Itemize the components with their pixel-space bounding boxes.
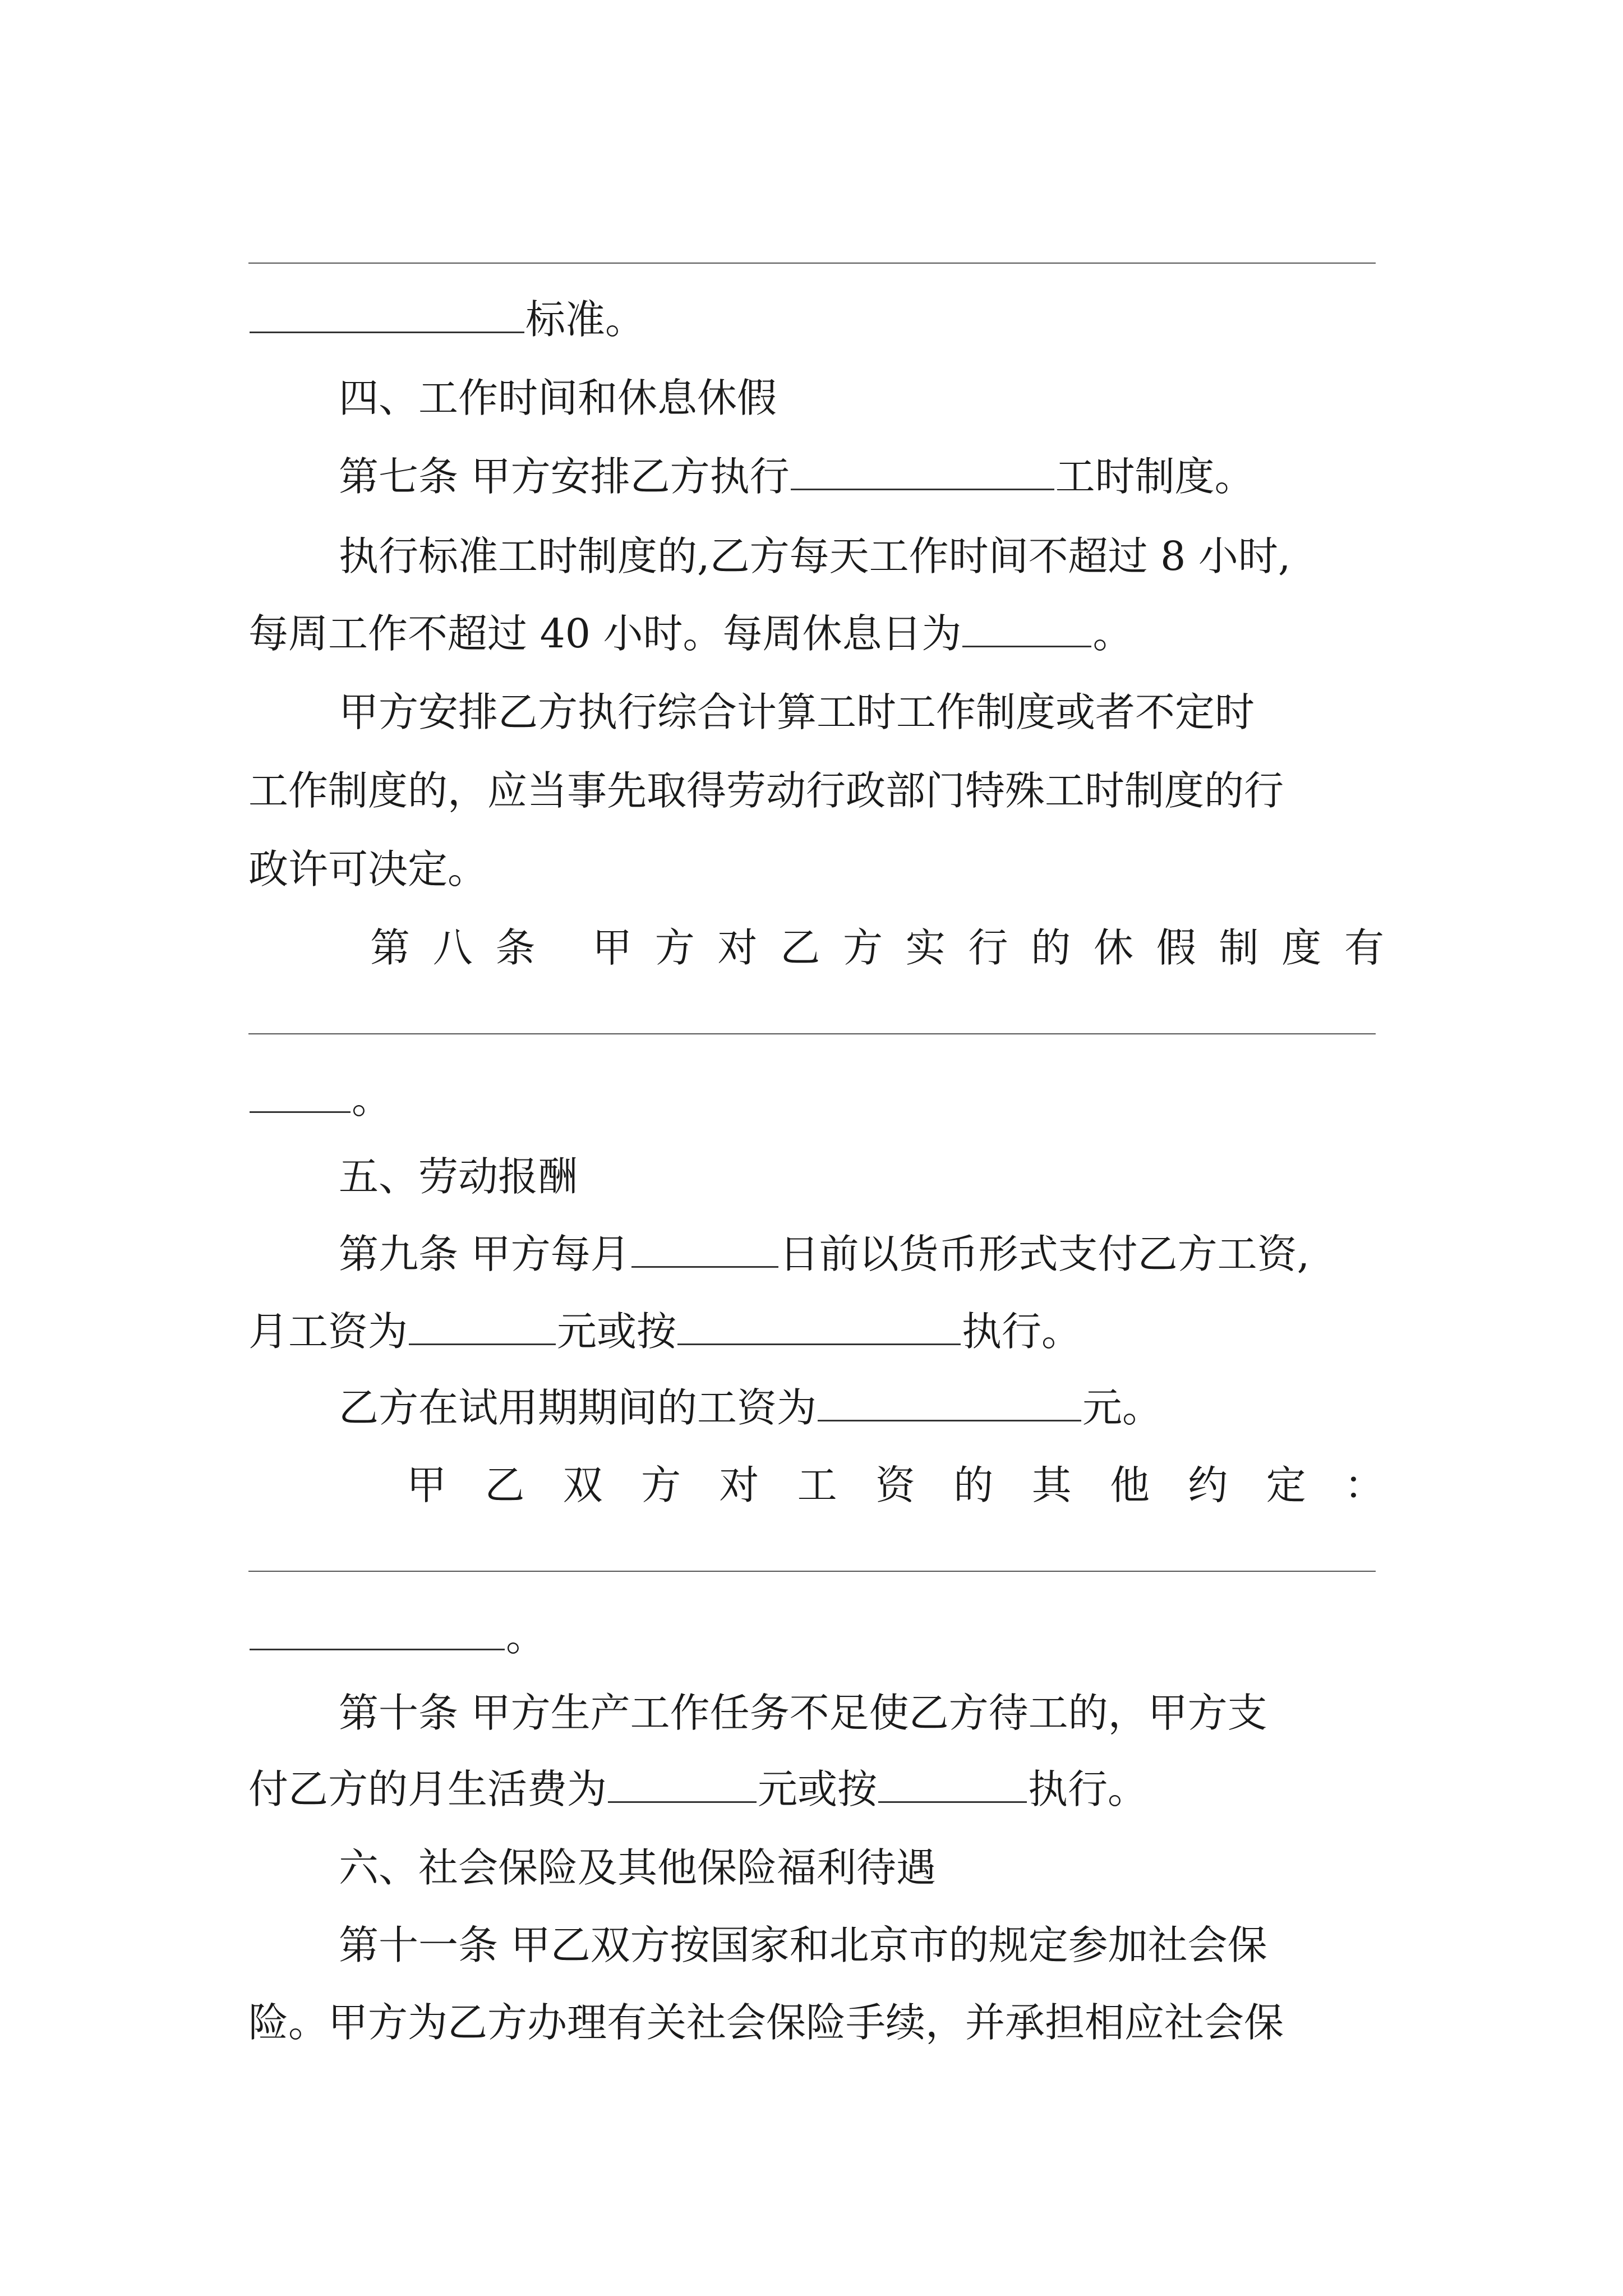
fill-in-blank xyxy=(878,1764,1027,1803)
article-10: 第十条 甲方生产工作任务不足使乙方待工的，甲方支 xyxy=(339,1690,1267,1736)
fill-in-blank xyxy=(409,1306,556,1345)
paragraph-line: 工作制度的，应当事先取得劳动行政部门特殊工时制度的行 xyxy=(248,767,1284,814)
paragraph-line: 执行标准工时制度的,乙方每天工作时间不超过 8 小时, xyxy=(339,533,1291,579)
section-heading-4: 四、工作时间和休息休假 xyxy=(339,375,777,421)
fill-in-blank xyxy=(962,609,1091,647)
paragraph-line: 每周工作不超过 40 小时。每周休息日为 。 xyxy=(248,606,1133,662)
other-salary-end: 。 xyxy=(248,1609,546,1665)
article-9: 第九条 甲方每月 日前以货币形式支付乙方工资, xyxy=(339,1226,1310,1282)
paragraph-line: 政许可决定。 xyxy=(248,846,488,892)
fill-in-blank xyxy=(250,1612,505,1650)
section-heading-6: 六、社会保险及其他保险福利待遇 xyxy=(339,1844,937,1891)
standard-line: 标准。 xyxy=(248,292,645,348)
section-heading-5: 五、劳动报酬 xyxy=(339,1153,578,1200)
other-salary-terms: 甲 乙 双 方 对 工 资 的 其 他 约 定 ： xyxy=(407,1462,1384,1508)
fill-in-blank xyxy=(677,1306,961,1345)
article-11: 第十一条 甲乙双方按国家和北京市的规定参加社会保 xyxy=(339,1922,1267,1968)
fill-in-blank xyxy=(631,1229,778,1268)
article-7: 第七条 甲方安排乙方执行 工时制度。 xyxy=(339,449,1255,505)
article-8: 第 八 条 甲 方 对 乙 方 实 行 的 休 假 制 度 有 xyxy=(370,924,1384,971)
fill-in-blank xyxy=(818,1383,1081,1421)
fill-in-blank xyxy=(791,452,1054,490)
fill-in-blank xyxy=(250,1074,351,1113)
article-9-cont: 月工资为 元或按 执行。 xyxy=(248,1304,1081,1360)
fill-in-rule xyxy=(248,263,1376,264)
article-8-end: 。 xyxy=(248,1071,391,1128)
fill-in-rule xyxy=(248,1571,1376,1572)
fill-in-blank xyxy=(250,295,524,333)
paragraph-line: 甲方安排乙方执行综合计算工时工作制度或者不定时 xyxy=(339,689,1255,735)
trial-salary: 乙方在试用期期间的工资为 元。 xyxy=(339,1380,1162,1436)
article-11-cont: 险。甲方为乙方办理有关社会保险手续，并承担相应社会保 xyxy=(248,1999,1284,2046)
fill-in-rule xyxy=(248,1033,1376,1034)
fill-in-blank xyxy=(608,1764,757,1803)
article-10-cont: 付乙方的月生活费为 元或按 执行。 xyxy=(248,1761,1147,1818)
